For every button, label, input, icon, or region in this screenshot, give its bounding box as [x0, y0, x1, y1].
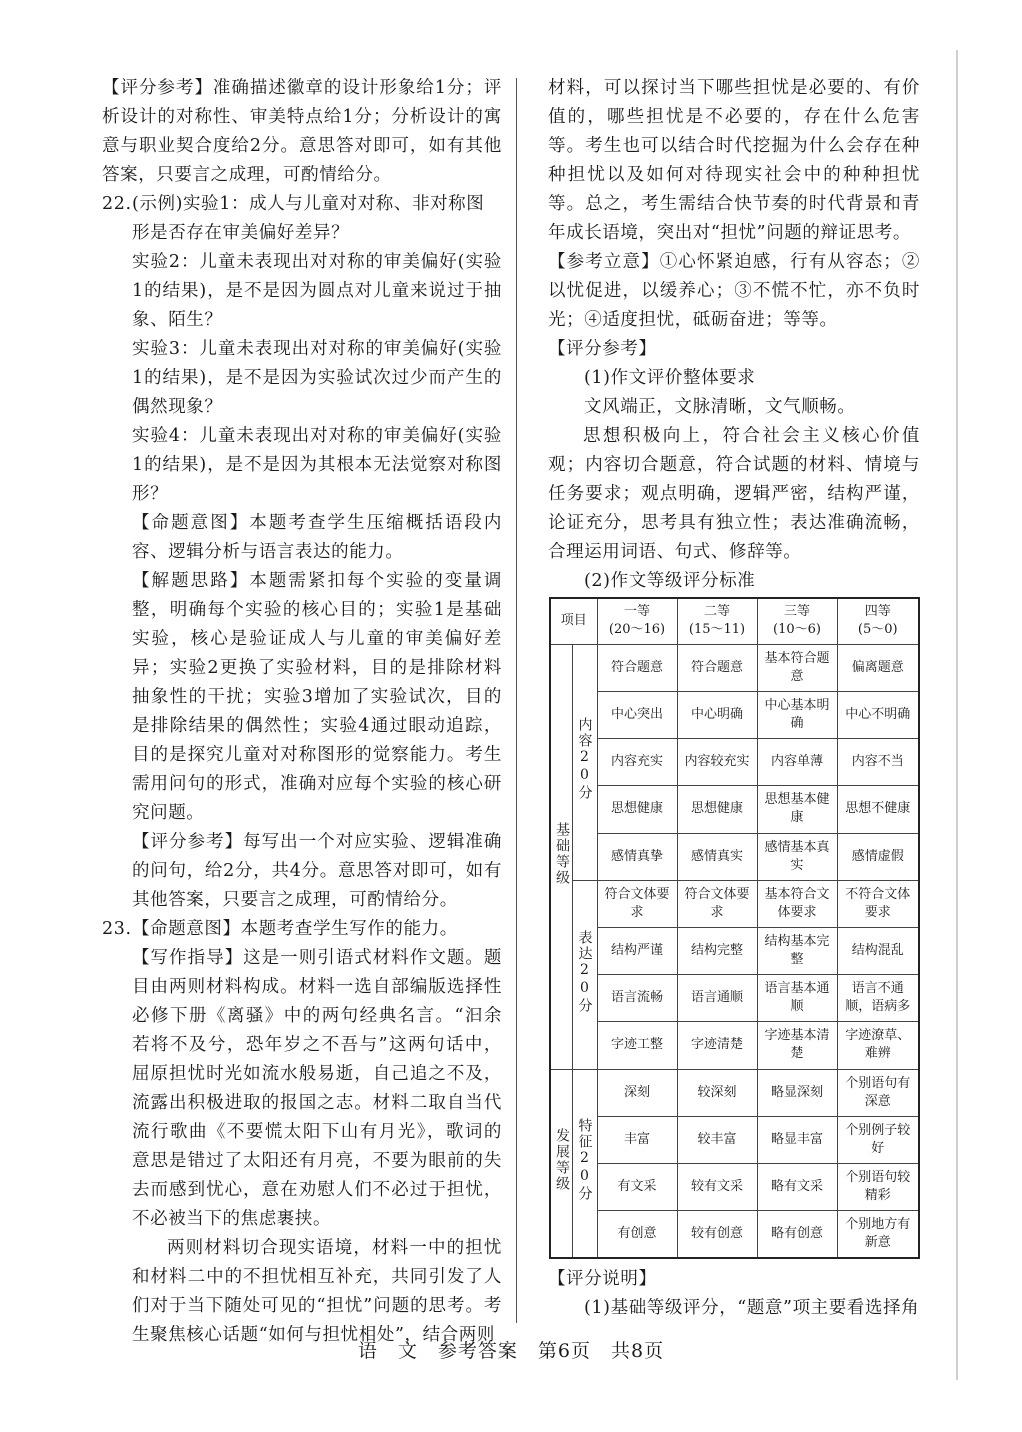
header-grade-1: 一等 (20～16)	[597, 598, 677, 644]
table-cell: 有创意	[597, 1211, 677, 1258]
table-row	[550, 1163, 919, 1210]
table-cell: 个别地方有新意	[837, 1211, 919, 1258]
experiment-4: 实验4：儿童未表现出对对称的审美偏好(实验1的结果)，是不是因为其根本无法觉察对称图形？	[132, 426, 502, 504]
right-column	[548, 74, 920, 596]
experiment-2: 实验2：儿童未表现出对对称的审美偏好(实验1的结果)，是不是因为圆点对儿童来说过于抽象、陌生？	[132, 252, 502, 330]
basic-level-label: 基础等级	[550, 644, 572, 1069]
table-row	[550, 691, 919, 738]
table-cell: 符合文体要求	[597, 880, 677, 927]
table-cell: 结构基本完整	[757, 927, 837, 974]
table-cell: 思想健康	[597, 786, 677, 833]
page-edge-line	[956, 50, 958, 1380]
scoring-notes-1: (1)基础等级评分，“题意”项主要看选择角	[584, 1298, 920, 1318]
grading-standard-heading: (2)作文等级评分标准	[584, 571, 756, 591]
table-cell: 符合题意	[597, 644, 677, 691]
essay-grading-table	[549, 597, 920, 1259]
table-cell: 结构完整	[677, 927, 757, 974]
overall-requirements-2: 思想积极向上，符合社会主义核心价值观；内容切合题意，符合试题的材料、情境与任务要求；观点明确，逻辑严密，结构严谨，论证充分，思考具有独立性；表达准确流畅，合理运用词语、句式、修辞等。	[548, 426, 920, 562]
table-row	[550, 1116, 919, 1163]
table-row	[550, 1069, 919, 1116]
table-cell: 字迹潦草、难辨	[837, 1022, 919, 1069]
writing-guide-23: 【写作指导】这是一则引语式材料作文题。题目由两则材料构成。材料一选自部编版选择性必修下册《离骚》中的两句经典名言。“汩余若将不及兮，恐年岁之不吾与”这两句话中，屈原担忧时光如流水般易逝，自己追之不及，流露出积极进取的报国之志。材料二取自当代流行歌曲《不要慌太阳下山有月光》，歌词的意思是错过了太阳还有月亮，不要为眼前的失去而感到忧心，意在劝慰人们不必过于担忧，不必被当下的焦虑裹挟。	[132, 948, 502, 1229]
table-cell: 内容充实	[597, 739, 677, 786]
table-cell: 思想健康	[677, 786, 757, 833]
table-cell: 较丰富	[677, 1116, 757, 1163]
scoring-notes	[548, 1265, 920, 1323]
table-cell: 语言流畅	[597, 975, 677, 1022]
question-23	[102, 915, 502, 944]
table-row	[550, 833, 919, 880]
table-cell: 结构严谨	[597, 927, 677, 974]
table-cell: 深刻	[597, 1069, 677, 1116]
table-cell: 符合文体要求	[677, 880, 757, 927]
table-row	[550, 1022, 919, 1069]
table-cell: 字迹清楚	[677, 1022, 757, 1069]
table-cell: 中心突出	[597, 691, 677, 738]
scoring-notes-heading: 【评分说明】	[548, 1269, 657, 1289]
table-cell: 较有创意	[677, 1211, 757, 1258]
question-number: 22.	[102, 194, 132, 214]
design-intent-23: 【命题意图】本题考查学生写作的能力。	[132, 919, 458, 939]
overall-requirements-heading: (1)作文评价整体要求	[584, 368, 756, 388]
development-level-label: 发展等级	[550, 1069, 572, 1258]
table-row	[550, 786, 919, 833]
table-cell: 基本符合文体要求	[757, 880, 837, 927]
table-cell: 语言通顺	[677, 975, 757, 1022]
writing-guide-para-2: 两则材料切合现实语境，材料一中的担忧和材料二中的不担忧相互补充，共同引发了人们对于当下随处可见的“担忧”问题的思考。考生聚焦核心话题“如何与担忧相处”，结合两则	[132, 1238, 502, 1345]
table-cell: 个别例子较好	[837, 1116, 919, 1163]
table-cell: 丰富	[597, 1116, 677, 1163]
experiment-1: (示例)实验1：成人与儿童对对称、非对称图形是否存在审美偏好差异？	[132, 194, 485, 243]
table-cell: 感情基本真实	[757, 833, 837, 880]
table-cell: 语言不通顺，语病多	[837, 975, 919, 1022]
table-cell: 思想基本健康	[757, 786, 837, 833]
column-divider	[516, 78, 517, 1323]
table-cell: 内容较充实	[677, 739, 757, 786]
table-cell: 略有文采	[757, 1163, 837, 1210]
experiment-3: 实验3：儿童未表现出对对称的审美偏好(实验1的结果)，是不是因为实验试次过少而产生的偶然现象？	[132, 339, 502, 417]
table-cell: 偏离题意	[837, 644, 919, 691]
table-cell: 感情虚假	[837, 833, 919, 880]
left-column	[102, 74, 502, 1350]
expression-label: 表达20分	[572, 880, 597, 1069]
scoring-reference-21: 【评分参考】准确描述徽章的设计形象给1分；评析设计的对称性、审美特点给1分；分析设计的寓意与职业契合度给2分。意思答对即可，如有其他答案，只要言之成理，可酌情给分。	[102, 78, 502, 185]
table-cell: 符合题意	[677, 644, 757, 691]
table-cell: 中心明确	[677, 691, 757, 738]
table-cell: 基本符合题意	[757, 644, 837, 691]
header-grade-4: 四等 (5～0)	[837, 598, 919, 644]
header-item: 项目	[550, 598, 597, 644]
reference-theme: 【参考立意】①心怀紧迫感，行有从容态；②以忧促进，以缓养心；③不慌不忙，亦不负时光；④适度担忧，砥砺奋进；等等。	[548, 252, 920, 330]
table-cell: 中心基本明确	[757, 691, 837, 738]
overall-requirements-1: 文风端正，文脉清晰，文气顺畅。	[584, 397, 856, 417]
header-grade-3: 三等 (10～6)	[757, 598, 837, 644]
table-cell: 结构混乱	[837, 927, 919, 974]
table-cell: 内容单薄	[757, 739, 837, 786]
table-row	[550, 975, 919, 1022]
solution-idea-22: 【解题思路】本题需紧扣每个实验的变量调整，明确每个实验的核心目的；实验1是基础实验，核心是验证成人与儿童的审美偏好差异；实验2更换了实验材料，目的是排除材料抽象性的干扰；实验3增加了实验试次，目的是排除结果的偶然性；实验4通过眼动追踪，目的是探究儿童对对称图形的觉察能力。考生需用问句的形式，准确对应每个实验的核心研究问题。	[132, 571, 502, 823]
table-header-row	[550, 598, 919, 644]
table-cell: 思想不健康	[837, 786, 919, 833]
table-row	[550, 644, 919, 691]
page-footer: 语 文 参考答案 第6页 共8页	[357, 1340, 665, 1362]
table-row	[550, 880, 919, 927]
table-cell: 个别语句较精彩	[837, 1163, 919, 1210]
header-grade-2: 二等 (15～11)	[677, 598, 757, 644]
table-cell: 略有创意	[757, 1211, 837, 1258]
question-22	[102, 190, 502, 248]
table-cell: 有文采	[597, 1163, 677, 1210]
table-cell: 略显深刻	[757, 1069, 837, 1116]
table-cell: 字迹基本清楚	[757, 1022, 837, 1069]
table-cell: 字迹工整	[597, 1022, 677, 1069]
scoring-reference-heading: 【评分参考】	[548, 339, 657, 359]
table-cell: 感情真实	[677, 833, 757, 880]
table-cell: 个别语句有深意	[837, 1069, 919, 1116]
table-cell: 中心不明确	[837, 691, 919, 738]
feature-label: 特征20分	[572, 1069, 597, 1258]
content-label: 内容20分	[572, 644, 597, 880]
table-row	[550, 739, 919, 786]
table-cell: 较深刻	[677, 1069, 757, 1116]
table-cell: 语言基本通顺	[757, 975, 837, 1022]
table-cell: 较有文采	[677, 1163, 757, 1210]
scoring-reference-22: 【评分参考】每写出一个对应实验、逻辑准确的问句，给2分，共4分。意思答对即可，如有其他答案，只要言之成理，可酌情给分。	[132, 832, 502, 910]
table-cell: 感情真挚	[597, 833, 677, 880]
table-cell: 内容不当	[837, 739, 919, 786]
writing-guide-continued: 材料，可以探讨当下哪些担忧是必要的、有价值的，哪些担忧是不必要的，存在什么危害等。考生也可以结合时代挖掘为什么会存在种种担忧以及如何对待现实社会中的种种担忧等。总之，考生需结合快节奏的时代背景和青年成长语境，突出对“担忧”问题的辩证思考。	[548, 78, 920, 243]
table-cell: 不符合文体要求	[837, 880, 919, 927]
table-cell: 略显丰富	[757, 1116, 837, 1163]
question-number: 23.	[102, 919, 132, 939]
table-row	[550, 1211, 919, 1258]
design-intent-22: 【命题意图】本题考查学生压缩概括语段内容、逻辑分析与语言表达的能力。	[132, 513, 502, 562]
table-row	[550, 927, 919, 974]
